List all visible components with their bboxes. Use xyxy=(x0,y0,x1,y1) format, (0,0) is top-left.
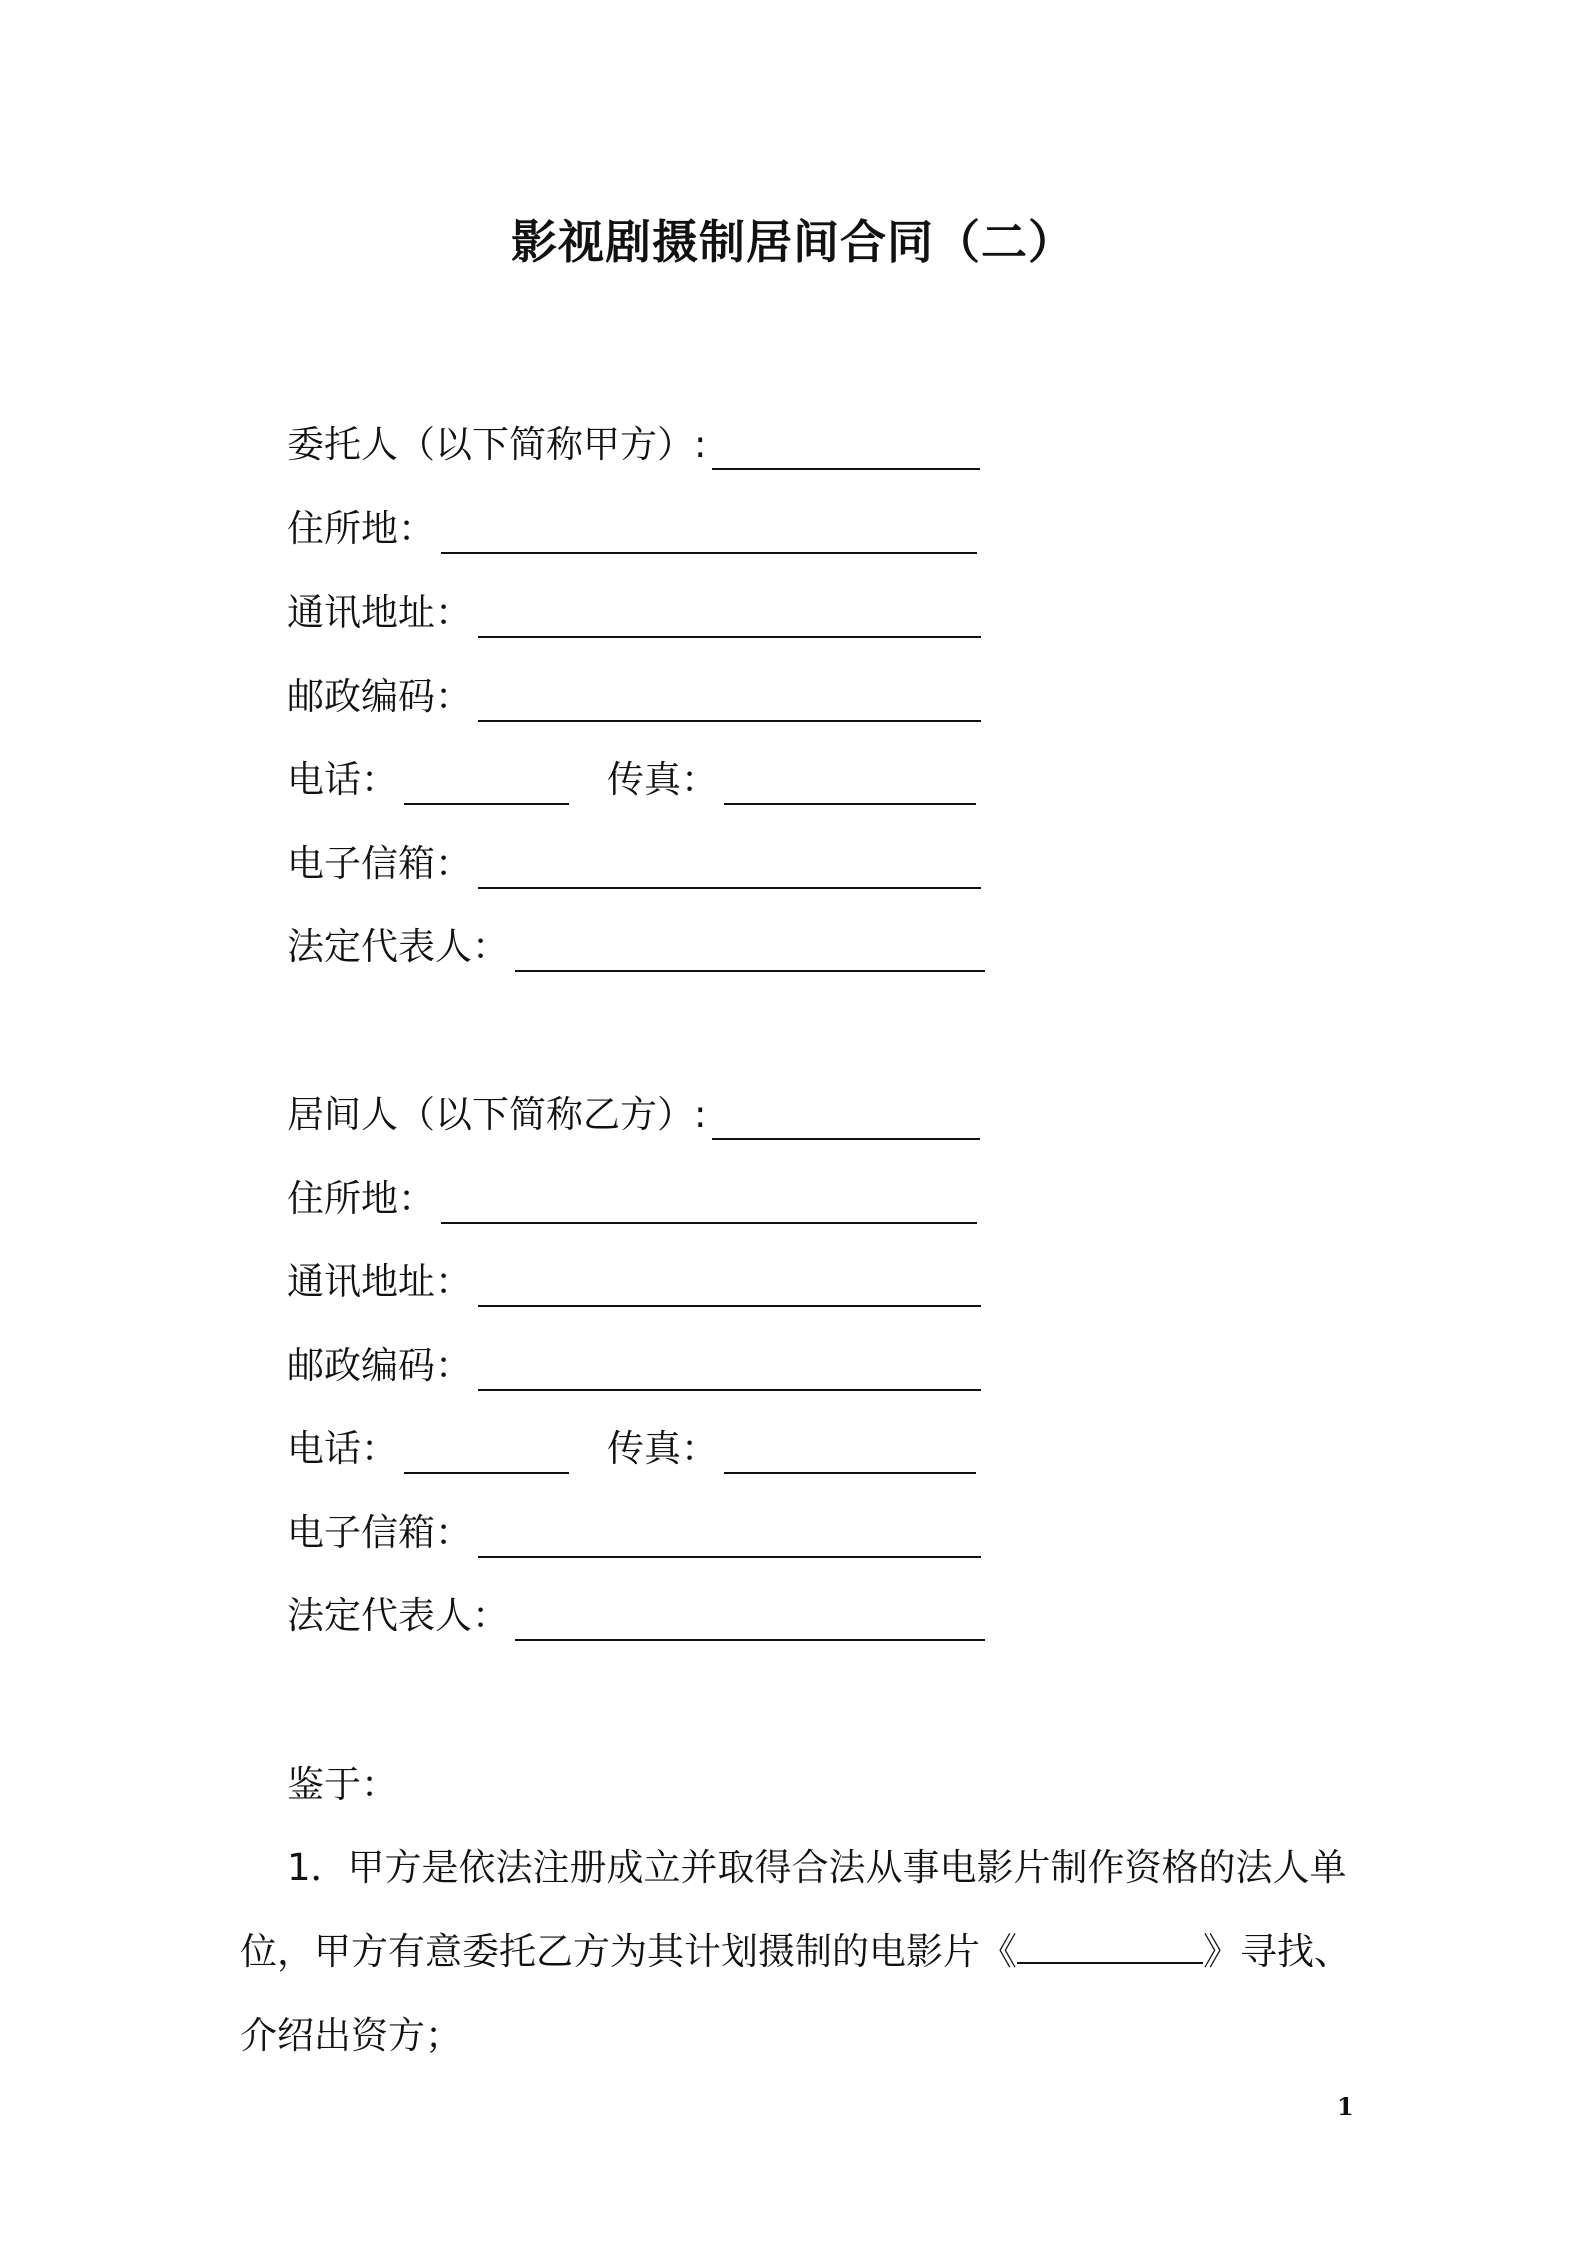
party-b-name-blank[interactable] xyxy=(712,1098,980,1140)
party-b-heading-label: 居间人（以下简称乙方）: xyxy=(287,1093,707,1136)
party-b-heading-field xyxy=(287,1090,980,1140)
clause-1-line-3: 介绍出资方； xyxy=(240,2014,462,2057)
clause-1-line-1: 1．甲方是依法注册成立并取得合法从事电影片制作资格的法人单 xyxy=(287,1846,1347,1889)
party-a-heading-label: 委托人（以下简称甲方）: xyxy=(287,423,707,466)
party-b-rep-blank[interactable] xyxy=(515,1599,985,1641)
party-a-postcode-label: 邮政编码： xyxy=(287,675,472,718)
party-a-residence-label: 住所地： xyxy=(287,507,435,550)
party-a-residence-blank[interactable] xyxy=(441,512,977,554)
party-b-postcode-field xyxy=(287,1341,981,1391)
party-b-residence-field xyxy=(287,1174,977,1224)
party-b-residence-blank[interactable] xyxy=(441,1182,977,1224)
party-b-residence-label: 住所地： xyxy=(287,1177,435,1220)
clause-1-line-2-before: 位，甲方有意委托乙方为其计划摄制的电影片《 xyxy=(240,1930,1017,1973)
whereas-heading: 鉴于： xyxy=(287,1763,398,1806)
clause-1-line-2 xyxy=(240,1910,1351,1994)
party-a-heading-field xyxy=(287,420,980,470)
party-a-rep-label: 法定代表人： xyxy=(287,925,509,968)
party-b-rep-field xyxy=(287,1591,985,1641)
party-a-postcode-field xyxy=(287,672,981,722)
party-a-postcode-blank[interactable] xyxy=(478,680,981,722)
party-b-email-field xyxy=(287,1508,981,1558)
party-a-phone-fax-field xyxy=(287,755,976,805)
document-title: 影视剧摄制居间合同（二） xyxy=(511,215,1075,269)
party-b-address-field xyxy=(287,1257,981,1307)
party-b-postcode-blank[interactable] xyxy=(478,1349,981,1391)
party-a-rep-field xyxy=(287,922,985,972)
party-b-rep-label: 法定代表人： xyxy=(287,1594,509,1637)
party-a-address-field xyxy=(287,588,981,638)
party-a-phone-label: 电话： xyxy=(287,758,398,801)
party-a-email-blank[interactable] xyxy=(478,847,981,889)
party-a-email-label: 电子信箱： xyxy=(287,842,472,885)
party-a-fax-blank[interactable] xyxy=(724,763,976,805)
party-a-address-blank[interactable] xyxy=(478,596,981,638)
party-b-postcode-label: 邮政编码： xyxy=(287,1344,472,1387)
page-number: 1 xyxy=(1337,2092,1354,2121)
party-b-email-label: 电子信箱： xyxy=(287,1511,472,1554)
party-a-residence-field xyxy=(287,504,977,554)
party-b-fax-blank[interactable] xyxy=(724,1432,976,1474)
party-b-phone-fax-field xyxy=(287,1424,976,1474)
film-title-blank[interactable] xyxy=(1017,1926,1203,1964)
clause-1-line-2-after: 》寻找、 xyxy=(1203,1930,1351,1973)
party-b-phone-blank[interactable] xyxy=(404,1432,569,1474)
party-a-email-field xyxy=(287,839,981,889)
party-b-fax-label: 传真： xyxy=(607,1427,718,1470)
party-a-fax-label: 传真： xyxy=(607,758,718,801)
party-b-phone-label: 电话： xyxy=(287,1427,398,1470)
party-a-address-label: 通讯地址： xyxy=(287,591,472,634)
party-b-address-label: 通讯地址： xyxy=(287,1260,472,1303)
party-b-address-blank[interactable] xyxy=(478,1265,981,1307)
party-b-email-blank[interactable] xyxy=(478,1516,981,1558)
party-a-name-blank[interactable] xyxy=(712,428,980,470)
party-a-rep-blank[interactable] xyxy=(515,930,985,972)
party-a-phone-blank[interactable] xyxy=(404,763,569,805)
